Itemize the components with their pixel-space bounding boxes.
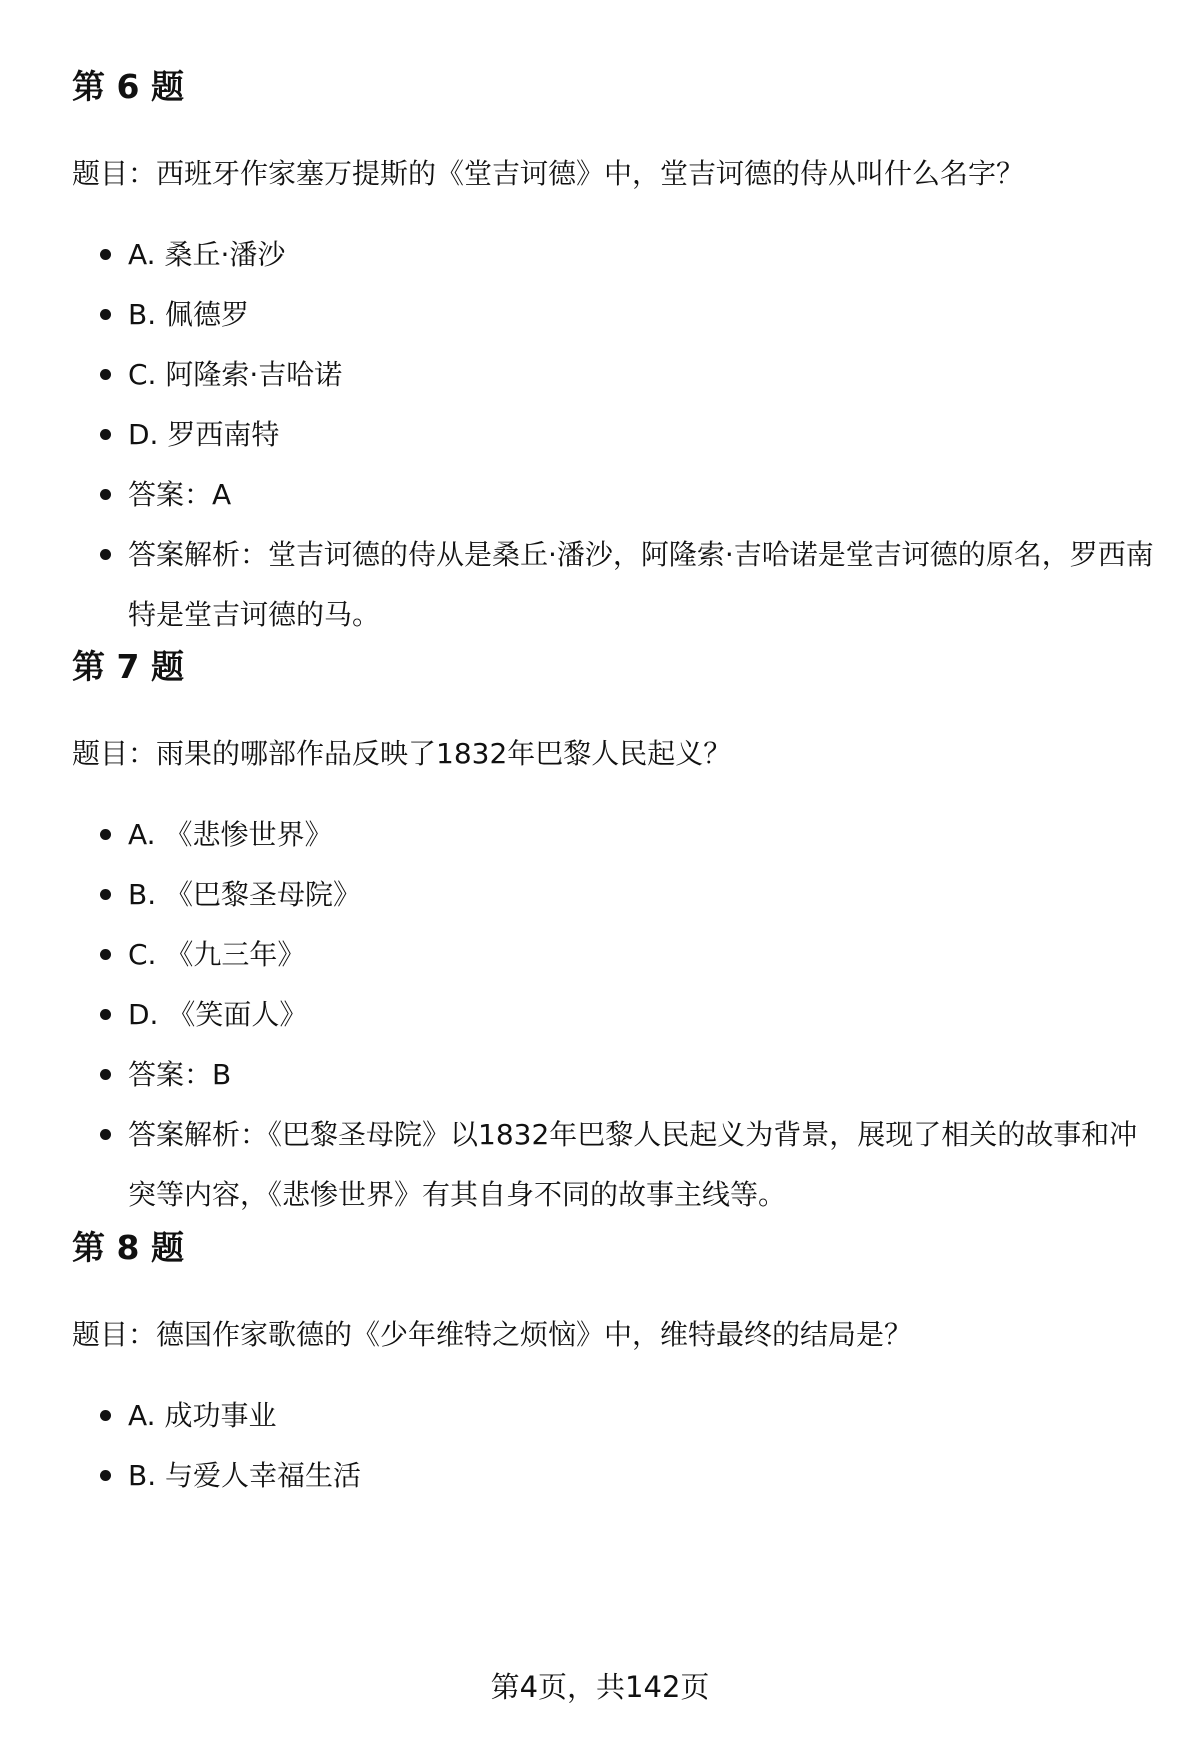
option-list [0, 805, 1200, 1225]
option-a: A. 《悲惨世界》 [0, 805, 1200, 865]
option-d: D. 《笑面人》 [0, 985, 1200, 1045]
option-list [0, 225, 1200, 645]
option-a: A. 桑丘·潘沙 [0, 225, 1200, 285]
option-c: C. 《九三年》 [0, 925, 1200, 985]
page-number: 第4页，共142页 [490, 1670, 710, 1704]
option-b: B. 佩德罗 [0, 285, 1200, 345]
answer: 答案：B [0, 1045, 1200, 1105]
question-text: 题目：雨果的哪部作品反映了1832年巴黎人民起义？ [72, 737, 732, 770]
answer-explanation: 答案解析：《巴黎圣母院》以1832年巴黎人民起义为背景，展现了相关的故事和冲突等内容，《悲惨世界》有其自身不同的故事主线等。 [0, 1105, 1200, 1225]
option-d: D. 罗西南特 [0, 405, 1200, 465]
option-list [0, 1386, 1200, 1506]
option-a: A. 成功事业 [0, 1386, 1200, 1446]
answer-explanation: 答案解析：堂吉诃德的侍从是桑丘·潘沙，阿隆索·吉哈诺是堂吉诃德的原名，罗西南特是堂吉诃德的马。 [0, 525, 1200, 645]
option-b: B. 与爱人幸福生活 [0, 1446, 1200, 1506]
question-heading: 第 6 题 [72, 67, 184, 106]
answer: 答案：A [0, 465, 1200, 525]
question-text: 题目：德国作家歌德的《少年维特之烦恼》中，维特最终的结局是？ [72, 1318, 913, 1351]
question-heading: 第 8 题 [72, 1228, 184, 1267]
option-c: C. 阿隆索·吉哈诺 [0, 345, 1200, 405]
option-b: B. 《巴黎圣母院》 [0, 865, 1200, 925]
question-text: 题目：西班牙作家塞万提斯的《堂吉诃德》中，堂吉诃德的侍从叫什么名字？ [72, 157, 1025, 190]
question-heading: 第 7 题 [72, 647, 184, 686]
